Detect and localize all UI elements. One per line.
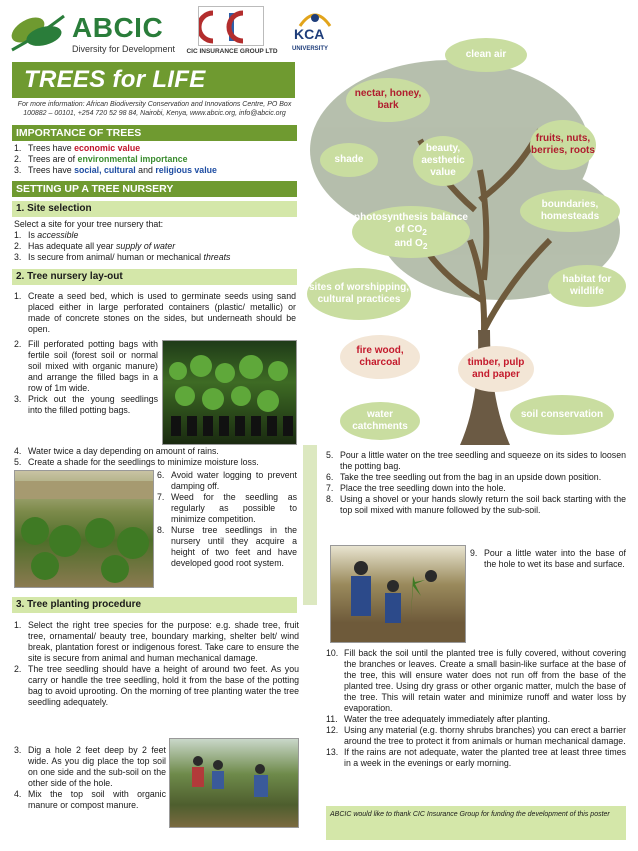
tree-label-clean-air: clean air — [445, 38, 527, 72]
planting-item-12: 12. Using any material (e.g. thorny shrubs branches) you can erect a barrier around the tree to protect it from animals or human mechanical damage. — [326, 725, 626, 746]
importance-item-3: 3. Trees have social, cultural and religious value — [14, 165, 217, 175]
layout-heading: 2. Tree nursery lay-out — [12, 269, 297, 285]
tree-label-habitat: habitat for wildlife — [548, 265, 626, 307]
tree-label-boundaries: boundaries, homesteads — [520, 190, 620, 232]
nursery-seedlings-photo — [162, 340, 297, 445]
tree-label-fruits: fruits, nuts, berries, roots — [530, 120, 596, 170]
tree-label-timber: timber, pulp and paper — [458, 346, 534, 392]
planting-item-2: 2. The tree seedling should have a height of around two feet. As you carry or handle the tree seedling, hold it from the base of the potting bag to avoid uprooting. On the morning of tree planting water the tree seedling adequately. — [14, 664, 299, 707]
layout-item-7: 7. Weed for the seedling as regularly as possible to minimize competition. — [157, 492, 297, 524]
tree-label-shade: shade — [320, 143, 378, 177]
site-item-2: 2. Has adequate all year supply of water — [14, 241, 176, 251]
people-planting-illustration — [170, 739, 299, 828]
layout-item-2-3 — [14, 339, 158, 416]
cic-emblem-icon — [199, 7, 265, 47]
tree-label-firewood: fire wood, charcoal — [340, 335, 420, 379]
tree-label-soil: soil conservation — [510, 395, 614, 435]
column-accent-bar — [303, 445, 317, 605]
tree-label-photosynthesis: photosynthesis balance of $CO_2$ and $O_2$ — [352, 206, 470, 258]
layout-item-1: 1. Create a seed bed, which is used to germinate seeds using sand placed either in large perforated containers (plastic/ metallic) or made of concrete stones on the sides, but underneath should be open. — [14, 291, 296, 334]
planting-item-5-8 — [326, 450, 626, 516]
abcic-logo — [8, 6, 178, 58]
poster-title-bar — [12, 62, 295, 98]
tree-label-water: water catchments — [340, 402, 420, 440]
importance-item-1: 1. Trees have economic value — [14, 143, 141, 153]
abcic-wordmark: ABCIC — [72, 12, 164, 43]
importance-item-2: 2. Trees are of environmental importance — [14, 154, 188, 164]
site-intro: Select a site for your tree nursery that: — [14, 219, 164, 229]
shade-nursery-illustration — [15, 471, 154, 588]
shade-nursery-photo — [14, 470, 154, 588]
logo-strip — [8, 4, 338, 60]
planting-item-5: 5. Pour a little water on the tree seedling and squeeze on its sides to loosen the potting bag. — [326, 450, 626, 471]
cic-emblem — [198, 6, 264, 46]
planting-item-10: 10. Fill back the soil until the planted tree is fully covered, without covering the branches or leaves. Create a small basin-like surface at the base of the tree, this will ensure water does not run off from the base of the planted tree. Using dry grass or other organic matter, mulch the base of the tree. This will retain water and minimize runoff and water loss by evaporation. — [326, 648, 626, 713]
site-item-1: 1. Is accessible — [14, 230, 79, 240]
leaf-logo-icon — [8, 6, 68, 58]
layout-item-4-5 — [14, 446, 304, 468]
hole-digging-photo — [169, 738, 299, 828]
planting-seedling-photo — [330, 545, 466, 643]
layout-item-3: 3. Prick out the young seedlings into the filled potting bags. — [14, 394, 158, 415]
planting-item-1-2 — [14, 620, 299, 708]
poster-title: TREES for LIFE — [24, 66, 206, 93]
planting-item-3-4 — [14, 745, 166, 811]
site-selection-list — [14, 219, 299, 263]
acknowledgement-box: ABCIC would like to thank CIC Insurance Group for funding the development of this poster — [326, 806, 626, 840]
kca-subtitle: UNIVERSITY — [292, 46, 329, 52]
planting-item-13: 13. If the rains are not adequate, water the planted tree at least three times in a week in the evenings or early morning. — [326, 747, 626, 768]
cic-name: CIC INSURANCE GROUP LTD — [186, 48, 278, 55]
cic-logo — [186, 6, 278, 60]
layout-item-8: 8. Nurse tree seedlings in the nursery until they acquire a height of two feet and have developed good root system. — [157, 525, 297, 568]
planting-item-4: 4. Mix the top soil with organic manure or compost manure. — [14, 789, 166, 810]
abcic-tagline: Diversity for Development — [72, 44, 176, 54]
planting-item-11: 11. Water the tree adequately immediately after planting. — [326, 714, 551, 724]
planting-item-6: 6. Take the tree seedling out from the bag in an upside down position. — [326, 472, 602, 482]
planting-item-9: 9. Pour a little water into the base of the hole to wet its base and surface. — [470, 548, 626, 569]
nursery-heading: SETTING UP A TREE NURSERY — [12, 181, 297, 197]
layout-item-6: 6. Avoid water logging to prevent damping off. — [157, 470, 297, 491]
importance-list — [14, 143, 299, 176]
kca-wordmark: KCA — [294, 26, 325, 42]
importance-heading: IMPORTANCE OF TREES — [12, 125, 297, 141]
tree-label-worship: sites of worshipping, cultural practices — [307, 268, 411, 320]
layout-item-6-8 — [157, 470, 297, 569]
contact-info: For more information: African Biodiversity Conservation and Innovations Centre, PO Box 100882 – 00101, +254 720 52 98 84, Nairobi, Kenya, www.abcic.org, info@abcic.org — [17, 101, 292, 117]
site-selection-heading: 1. Site selection — [12, 201, 297, 217]
children-planting-illustration — [331, 546, 466, 643]
layout-item-2: 2. Fill perforated potting bags with fertile soil (forest soil or normal soil mixed with organic manure) and arrange the filled bags in a row of 1m wide. — [14, 339, 158, 393]
planting-item-10-13 — [326, 648, 626, 769]
layout-item-5: 5. Create a shade for the seedlings to minimize moisture loss. — [14, 457, 259, 467]
tree-label-beauty: beauty, aesthetic value — [413, 136, 473, 186]
site-item-3: 3. Is secure from animal/ human or mechanical threats — [14, 252, 231, 262]
planting-item-7: 7. Place the tree seedling down into the hole. — [326, 483, 506, 493]
planting-item-1: 1. Select the right tree species for the purpose: e.g. shade tree, fruit tree, ornamental/ beauty tree, boundary marking, shelter belt/ wind break, plantation forest or indigenous forest. Take care to ensure the site is secure from animal and human mechanical damage. — [14, 620, 299, 663]
planting-item-3: 3. Dig a hole 2 feet deep by 2 feet wide. As you dig place the top soil on one side and the sub-soil on the other side of the hole. — [14, 745, 166, 788]
planting-heading: 3. Tree planting procedure — [12, 597, 297, 613]
planting-item-8: 8. Using a shovel or your hands slowly return the soil back starting with the top soil mixed with manure followed by the sub-soil. — [326, 494, 626, 515]
tree-label-nectar: nectar, honey, bark — [346, 78, 430, 122]
layout-item-4: 4. Water twice a day depending on amount of rains. — [14, 446, 219, 456]
seedlings-illustration — [163, 341, 297, 445]
